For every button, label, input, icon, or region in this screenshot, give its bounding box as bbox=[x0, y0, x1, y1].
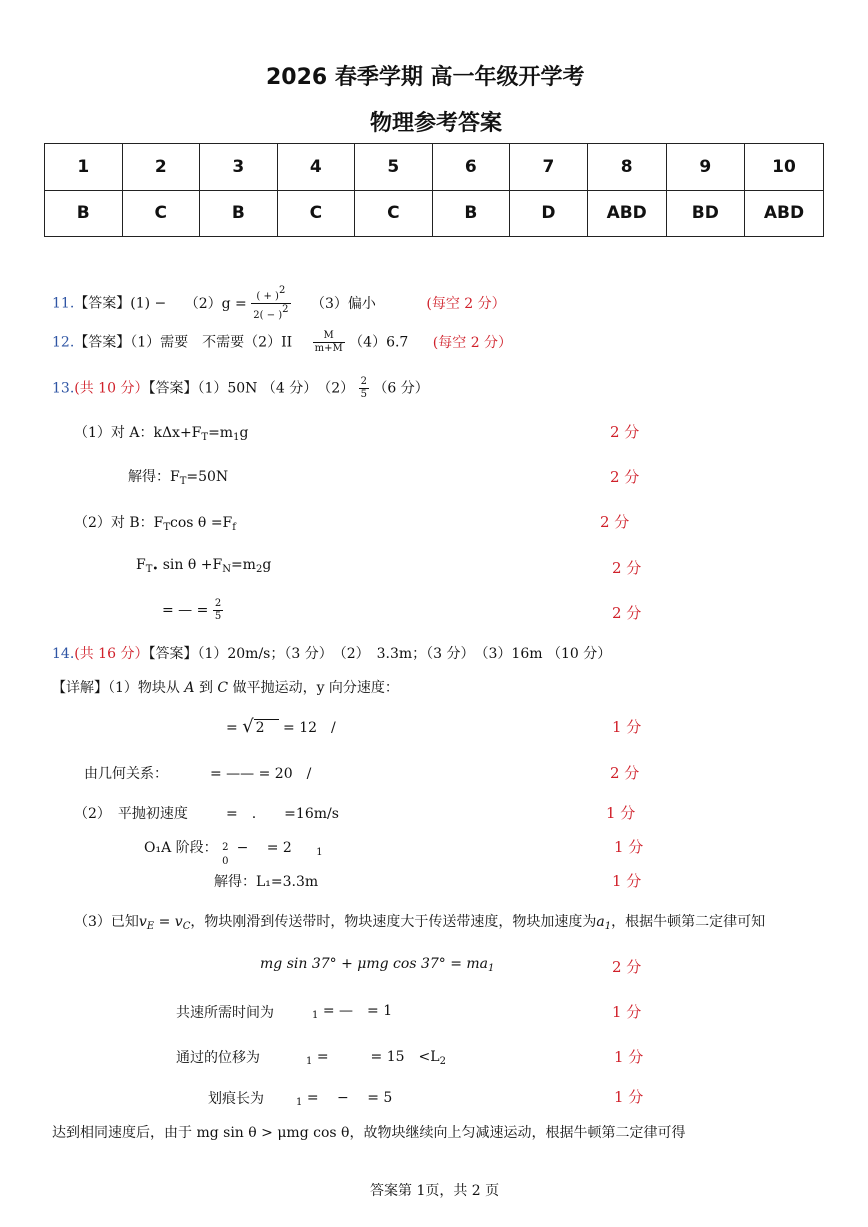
q13-step5-denominator: 5 bbox=[214, 611, 222, 622]
q11-part2: （2）g = bbox=[184, 295, 247, 312]
q14-tag: 【答案】（1）20m/s；（3 分） （2） 3.3m；（3 分） （3）16m （10 分） bbox=[148, 646, 612, 662]
q14-disp-sub: 1 bbox=[306, 1056, 313, 1067]
question-number-cell: 7 bbox=[510, 144, 588, 191]
q14-o1a-s0: 0 bbox=[222, 856, 229, 867]
q11-frac-denominator: 2( − ) bbox=[253, 310, 283, 321]
q13-frac-denominator: 5 bbox=[360, 389, 367, 400]
q14-disp-eq-text: = = 15 <L bbox=[316, 1049, 440, 1065]
q14-o1a-eq: − = 2 bbox=[236, 840, 292, 856]
q14-eq1: = √ 2 = 12 / bbox=[226, 716, 336, 737]
question-number-cell: 10 bbox=[744, 144, 823, 191]
q14-part3-vc-sub: C bbox=[182, 921, 191, 932]
q14-score-2: 2 分 bbox=[610, 764, 640, 782]
q14-part3-eq: = bbox=[154, 914, 175, 930]
q14-part3-tail: ，物块刚滑到传送带时，物块速度大于传送带速度，物块加速度为 bbox=[190, 914, 597, 930]
q14-score-6: 2 分 bbox=[612, 958, 642, 976]
q13-fraction bbox=[359, 376, 369, 401]
q13-step1-sub: T bbox=[201, 432, 209, 443]
q13-score-3: 2 分 bbox=[600, 513, 630, 531]
q13-step4-tail2: =m bbox=[230, 557, 256, 573]
answer-cell: C bbox=[355, 190, 433, 237]
q14-detail-tail: 做平抛运动，y 向分速度： bbox=[232, 680, 399, 696]
question-number-cell: 8 bbox=[587, 144, 666, 191]
q14-part3-a1: a bbox=[596, 914, 605, 930]
q14-mark-eq-text: = − = 5 bbox=[306, 1090, 393, 1106]
q13-score-5: 2 分 bbox=[612, 604, 642, 622]
q13-step4-sub2: N bbox=[222, 564, 231, 575]
q14-last-line: 达到相同速度后，由于 mg sin θ > μmg cos θ，故物块继续向上匀减速运动，根据牛顿第二定律可得 bbox=[52, 1125, 686, 1141]
q14-eq1-b: = 12 / bbox=[283, 720, 336, 736]
q11-fraction bbox=[251, 285, 290, 322]
q12-frac-numerator: M bbox=[313, 330, 345, 343]
q13-step3-text: （2）对 B：F bbox=[74, 515, 164, 531]
answer-table-answer-row bbox=[45, 190, 824, 237]
q14-score-7: 1 分 bbox=[612, 1003, 642, 1021]
q14-part3-a1-sub: 1 bbox=[604, 921, 612, 932]
page-footer: 答案第 1页，共 2 页 bbox=[370, 1183, 500, 1199]
q14-part3-end: ，根据牛顿第二定律可知 bbox=[611, 914, 766, 930]
answer-cell: C bbox=[277, 190, 355, 237]
q11-frac-den-sup: 2 bbox=[282, 304, 289, 315]
question-number-cell: 5 bbox=[355, 144, 433, 191]
q14-newton-eq bbox=[260, 956, 494, 974]
q13-step2-sub: T bbox=[179, 476, 187, 487]
q12-score: (每空 2 分） bbox=[432, 334, 513, 351]
answer-table-number-row bbox=[45, 144, 824, 191]
q13-step3-sub2: f bbox=[232, 522, 236, 533]
answer-cell: ABD bbox=[587, 190, 666, 237]
q12-frac-denominator: m+M bbox=[314, 343, 343, 354]
q13-step1-text: （1）对 A：kΔx+F bbox=[74, 425, 202, 441]
q12-fraction bbox=[313, 330, 345, 355]
answer-cell: B bbox=[200, 190, 278, 237]
q13-step1-tail: =m bbox=[208, 425, 234, 441]
q13-step5-fraction bbox=[213, 598, 223, 623]
question-number-cell: 3 bbox=[200, 144, 278, 191]
q14-part3-ve: v bbox=[138, 914, 147, 930]
answer-table bbox=[44, 143, 824, 237]
q14-part2-eq: = . =16m/s bbox=[226, 806, 339, 822]
q13-score-2: 2 分 bbox=[610, 468, 640, 486]
q13-step4-sub: T• bbox=[145, 564, 159, 575]
q13-step3 bbox=[74, 512, 236, 533]
q14-disp-label: 通过的位移为 bbox=[176, 1050, 260, 1066]
q14-detail-c: C bbox=[217, 680, 229, 696]
q13-step5-text: = — = bbox=[162, 602, 209, 619]
q13-step3-sub: T bbox=[163, 522, 171, 533]
q13-step4 bbox=[136, 557, 271, 575]
q13-step4-tail: sin θ +F bbox=[158, 557, 223, 573]
q14-number: 14. bbox=[52, 646, 75, 662]
q14-detail-text: 【详解】（1）物块从 bbox=[52, 680, 180, 696]
q11-frac-sup: 2 bbox=[278, 285, 286, 296]
q14-detail-line bbox=[52, 677, 399, 697]
question-number-cell: 9 bbox=[666, 144, 744, 191]
q14-score-3: 1 分 bbox=[606, 804, 636, 822]
q13-step1-end: g bbox=[239, 425, 249, 441]
q14-score-9: 1 分 bbox=[614, 1088, 644, 1106]
q13-score-4: 2 分 bbox=[612, 559, 642, 577]
answer-cell: B bbox=[45, 190, 123, 237]
q14-score-5: 1 分 bbox=[612, 872, 642, 890]
answer-cell: D bbox=[510, 190, 588, 237]
q14-newton-text: mg sin 37° + μmg cos 37° = ma bbox=[260, 956, 489, 972]
question-number-cell: 4 bbox=[277, 144, 355, 191]
q13-points: (共 10 分） bbox=[74, 380, 149, 397]
q11-score: (每空 2 分） bbox=[426, 295, 506, 312]
answer-cell: C bbox=[122, 190, 200, 237]
q13-step4-end: g bbox=[262, 557, 272, 573]
q13-answer-line bbox=[52, 376, 429, 401]
q14-score-1: 1 分 bbox=[612, 718, 642, 736]
q14-points: (共 16 分） bbox=[74, 646, 149, 662]
q14-newton-sub: 1 bbox=[488, 963, 495, 974]
q14-o1a-line bbox=[144, 837, 323, 867]
q14-eq1-a: = bbox=[226, 720, 238, 736]
q14-detail-a: A bbox=[184, 680, 195, 696]
q13-step2-tail: =50N bbox=[186, 469, 229, 485]
q13-step2-text: 解得：F bbox=[128, 469, 180, 485]
q14-time-sub: 1 bbox=[312, 1010, 319, 1021]
q14-detail-mid: 到 bbox=[198, 680, 213, 696]
answer-cell: ABD bbox=[744, 190, 823, 237]
q14-time-label: 共速所需时间为 bbox=[176, 1005, 274, 1021]
q14-score-4: 1 分 bbox=[614, 838, 644, 856]
q11-number: 11. bbox=[52, 295, 75, 312]
q12-tag: 【答案】（1）需要 不需要（2）II bbox=[74, 334, 293, 351]
q14-disp-eq bbox=[306, 1046, 446, 1067]
q14-part3-vc: v bbox=[174, 914, 183, 930]
answer-cell: B bbox=[432, 190, 510, 237]
question-number-cell: 2 bbox=[122, 144, 200, 191]
q14-mark-label: 划痕长为 bbox=[208, 1091, 264, 1107]
q14-mark-sub: 1 bbox=[296, 1097, 303, 1108]
q11-frac-numerator: ( + ) bbox=[256, 291, 279, 302]
q14-disp-l2: 2 bbox=[439, 1056, 446, 1067]
question-number-cell: 6 bbox=[432, 144, 510, 191]
question-number-cell: 1 bbox=[45, 144, 123, 191]
q13-step1 bbox=[74, 422, 248, 443]
q14-eq1-sqrt: 2 bbox=[254, 719, 279, 736]
q13-step3-tail: cos θ =F bbox=[170, 515, 233, 531]
q14-eq2: = —— = 20 / bbox=[210, 766, 312, 782]
q13-step4-text: F bbox=[136, 557, 146, 573]
q12-number: 12. bbox=[52, 334, 75, 351]
answer-cell: BD bbox=[666, 190, 744, 237]
q11-tag: 【答案】(1) − bbox=[74, 295, 167, 312]
q14-o1a-sub: 1 bbox=[316, 847, 323, 858]
q13-step5-numerator: 2 bbox=[214, 598, 222, 609]
q14-time-eq bbox=[312, 1000, 392, 1021]
q14-mark-eq bbox=[296, 1087, 392, 1108]
q14-answer-line bbox=[52, 643, 611, 663]
q12-answer-line bbox=[52, 330, 512, 355]
q13-step2 bbox=[128, 466, 228, 487]
q14-time-eq-text: = — = 1 bbox=[322, 1003, 393, 1019]
q13-step4-sub3: 2 bbox=[255, 564, 263, 575]
q14-geo-label: 由几何关系： bbox=[84, 766, 168, 782]
q14-part3-ve-sub: E bbox=[146, 921, 155, 932]
q11-answer-line bbox=[52, 285, 506, 322]
q14-o1a-s1: 2 bbox=[222, 842, 229, 853]
page-title-line2: 物理参考答案 bbox=[370, 111, 503, 136]
q14-part3-line bbox=[74, 911, 765, 932]
q13-score-1: 2 分 bbox=[610, 423, 640, 441]
q13-tail: （6 分） bbox=[373, 380, 429, 397]
q13-tag: 【答案】（1）50N （4 分） （2） bbox=[148, 380, 355, 397]
q13-step5 bbox=[162, 598, 223, 623]
q12-part4: （4）6.7 bbox=[349, 334, 409, 351]
page-title-line1: 2026 春季学期 高一年级开学考 bbox=[266, 65, 585, 90]
q11-part3: （3）偏小 bbox=[310, 295, 376, 312]
q13-number: 13. bbox=[52, 380, 75, 397]
q13-frac-numerator: 2 bbox=[360, 376, 367, 387]
q14-score-8: 1 分 bbox=[614, 1048, 644, 1066]
q14-o1a-label: O₁A 阶段： bbox=[144, 840, 218, 856]
q14-part2-label: （2） 平抛初速度 bbox=[74, 806, 188, 822]
q14-l1-line: 解得：L₁=3.3m bbox=[214, 874, 319, 890]
q14-part3-label: （3）已知 bbox=[74, 914, 139, 930]
q13-step1-sub2: 1 bbox=[233, 432, 240, 443]
